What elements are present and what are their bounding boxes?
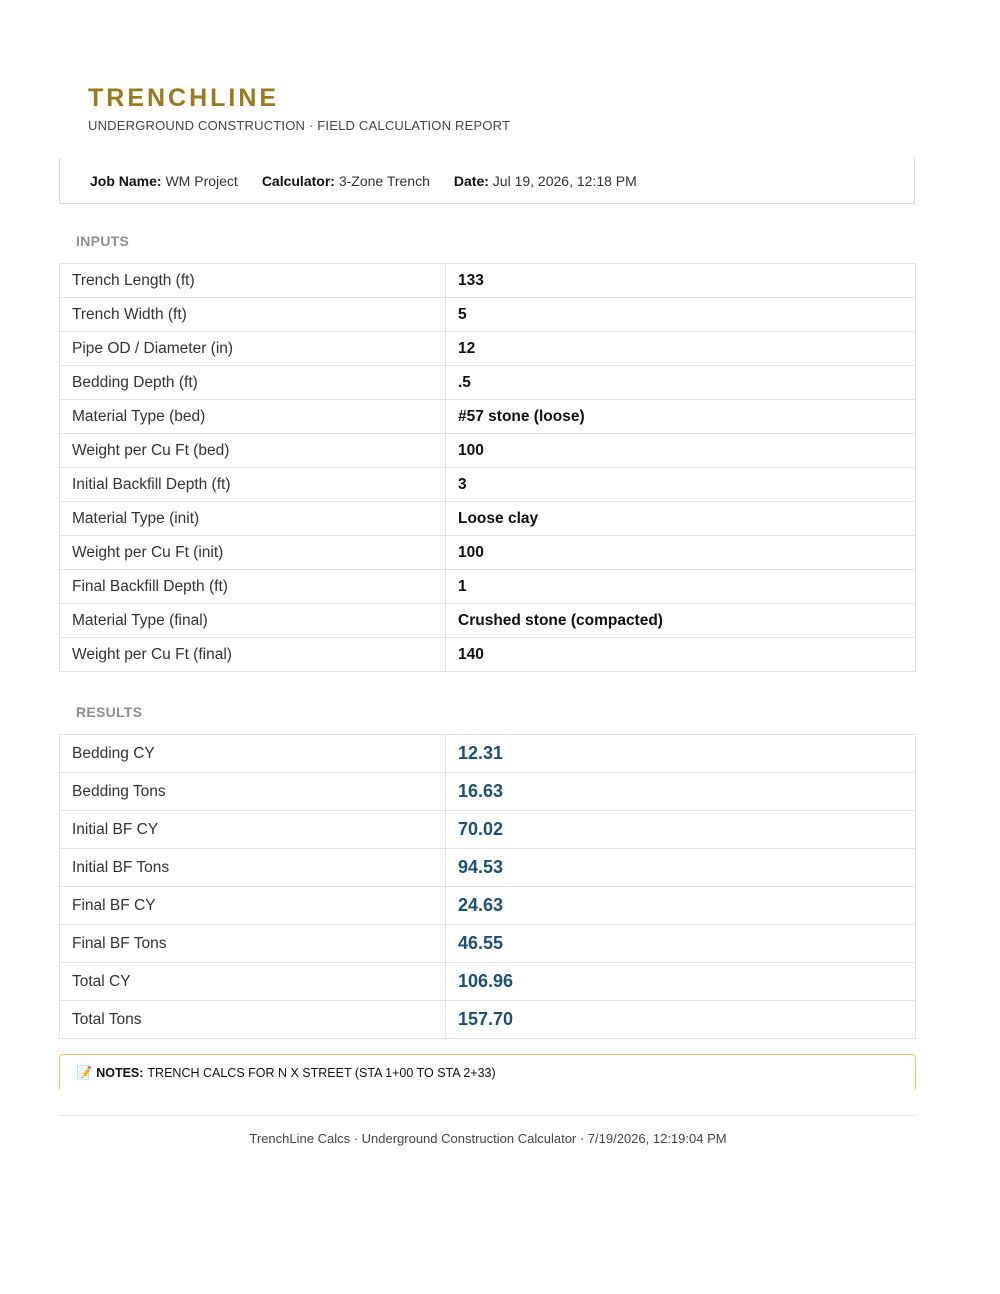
result-value: 157.70 — [446, 1001, 916, 1039]
table-row — [60, 298, 916, 332]
table-row — [60, 366, 916, 400]
notes-text: TRENCH CALCS FOR N X STREET (STA 1+00 TO STA 2+33) — [147, 1065, 496, 1080]
job-name-value: WM Project — [165, 172, 238, 189]
result-label: Initial BF Tons — [60, 849, 446, 887]
job-name — [90, 173, 238, 189]
input-value: 100 — [446, 536, 916, 570]
input-value: 100 — [446, 434, 916, 468]
table-row — [60, 604, 916, 638]
input-value: Crushed stone (compacted) — [446, 604, 916, 638]
calculator — [262, 173, 430, 189]
results-table — [59, 734, 916, 1039]
input-label: Initial Backfill Depth (ft) — [60, 468, 446, 502]
input-value: 3 — [446, 468, 916, 502]
table-row — [60, 468, 916, 502]
input-value: 133 — [446, 264, 916, 298]
input-label: Pipe OD / Diameter (in) — [60, 332, 446, 366]
input-value: 5 — [446, 298, 916, 332]
brand-title: TRENCHLINE — [88, 84, 280, 112]
input-label: Weight per Cu Ft (final) — [60, 638, 446, 672]
table-row — [60, 400, 916, 434]
date-label: Date: — [453, 172, 489, 189]
job-name-label: Job Name: — [90, 172, 162, 189]
table-row — [60, 849, 916, 887]
input-value: 12 — [446, 332, 916, 366]
input-label: Material Type (init) — [60, 502, 446, 536]
job-meta-bar — [59, 158, 915, 204]
calculator-value: 3-Zone Trench — [338, 172, 430, 189]
result-value: 12.31 — [446, 735, 916, 773]
input-label: Bedding Depth (ft) — [60, 366, 446, 400]
table-row — [60, 536, 916, 570]
inputs-section-title: INPUTS — [76, 233, 130, 249]
result-value: 70.02 — [446, 811, 916, 849]
footer-divider — [59, 1115, 916, 1116]
table-row — [60, 963, 916, 1001]
result-label: Final BF Tons — [60, 925, 446, 963]
footer-text: TrenchLine Calcs · Underground Construction Calculator · 7/19/2026, 12:19:04 PM — [249, 1131, 727, 1146]
table-row — [60, 264, 916, 298]
result-label: Total CY — [60, 963, 446, 1001]
calculator-label: Calculator: — [261, 172, 335, 189]
input-label: Material Type (final) — [60, 604, 446, 638]
notes-label: NOTES: — [96, 1065, 144, 1080]
result-value: 106.96 — [446, 963, 916, 1001]
result-label: Total Tons — [60, 1001, 446, 1039]
table-row — [60, 887, 916, 925]
table-row — [60, 502, 916, 536]
table-row — [60, 570, 916, 604]
input-value: Loose clay — [446, 502, 916, 536]
result-label: Final BF CY — [60, 887, 446, 925]
report-date — [454, 173, 637, 189]
input-value: 140 — [446, 638, 916, 672]
input-value: #57 stone (loose) — [446, 400, 916, 434]
result-label: Bedding Tons — [60, 773, 446, 811]
input-value: 1 — [446, 570, 916, 604]
result-value: 94.53 — [446, 849, 916, 887]
notes-box — [59, 1054, 916, 1090]
memo-icon: 📝 — [76, 1064, 93, 1080]
date-value: Jul 19, 2026, 12:18 PM — [492, 172, 637, 189]
table-row — [60, 332, 916, 366]
inputs-table — [59, 263, 916, 672]
input-label: Trench Width (ft) — [60, 298, 446, 332]
table-row — [60, 811, 916, 849]
results-section-title: RESULTS — [76, 704, 143, 720]
table-row — [60, 434, 916, 468]
input-value: .5 — [446, 366, 916, 400]
report-subtitle: UNDERGROUND CONSTRUCTION · FIELD CALCULATION REPORT — [88, 118, 511, 133]
result-value: 16.63 — [446, 773, 916, 811]
table-row — [60, 638, 916, 672]
table-row — [60, 925, 916, 963]
table-row — [60, 735, 916, 773]
result-label: Bedding CY — [60, 735, 446, 773]
input-label: Material Type (bed) — [60, 400, 446, 434]
table-row — [60, 773, 916, 811]
result-label: Initial BF CY — [60, 811, 446, 849]
input-label: Trench Length (ft) — [60, 264, 446, 298]
input-label: Weight per Cu Ft (bed) — [60, 434, 446, 468]
input-label: Weight per Cu Ft (init) — [60, 536, 446, 570]
result-value: 24.63 — [446, 887, 916, 925]
input-label: Final Backfill Depth (ft) — [60, 570, 446, 604]
table-row — [60, 1001, 916, 1039]
result-value: 46.55 — [446, 925, 916, 963]
